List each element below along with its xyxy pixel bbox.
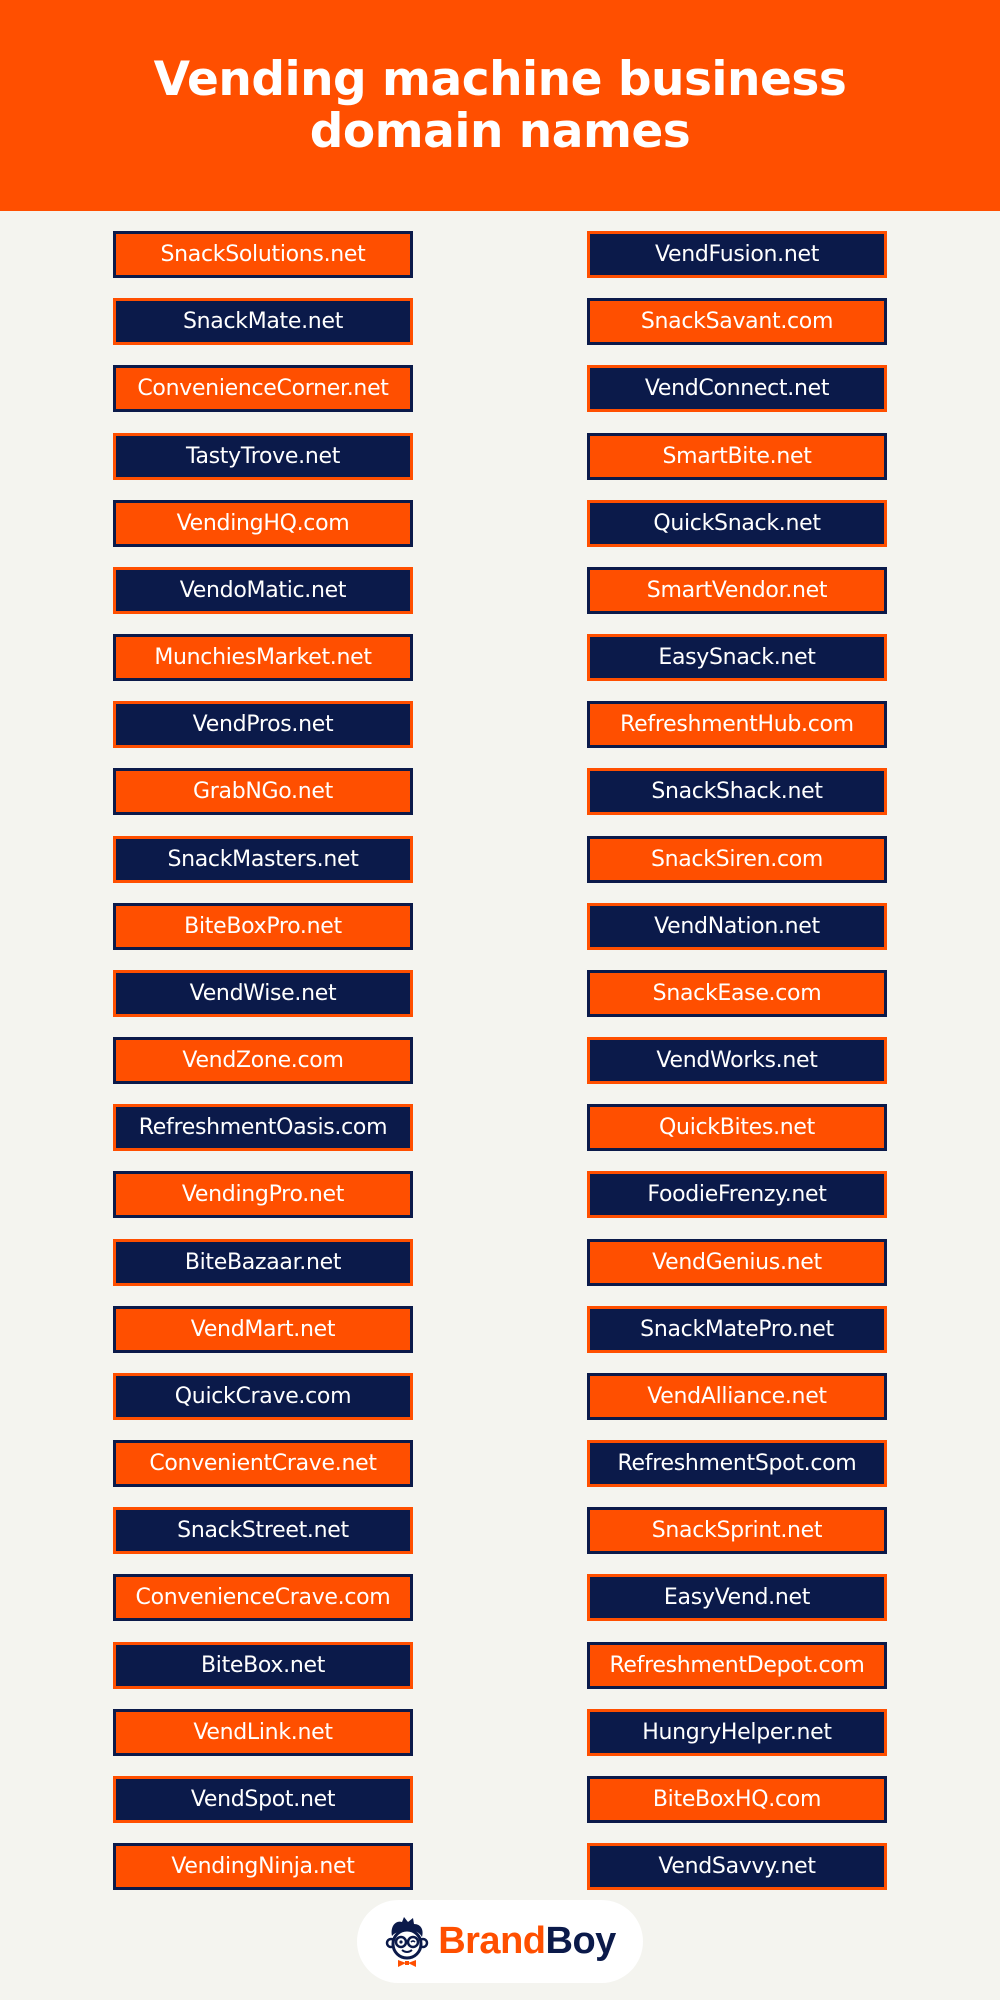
brandboy-logo bbox=[357, 1900, 643, 1983]
domain-chip: VendPros.net bbox=[113, 701, 413, 748]
logo-brand-text: Brand bbox=[438, 1920, 546, 1962]
domain-chip: HungryHelper.net bbox=[587, 1709, 887, 1756]
domain-chip: SnackMasters.net bbox=[113, 836, 413, 883]
domain-chip: SnackSolutions.net bbox=[113, 231, 413, 278]
domain-chip: RefreshmentHub.com bbox=[587, 701, 887, 748]
domain-chip: VendFusion.net bbox=[587, 231, 887, 278]
domain-chip: VendConnect.net bbox=[587, 365, 887, 412]
domain-chip: VendZone.com bbox=[113, 1037, 413, 1084]
domain-chip: VendAlliance.net bbox=[587, 1373, 887, 1420]
domain-chip: ConvenienceCrave.com bbox=[113, 1574, 413, 1621]
domain-chip: EasyVend.net bbox=[587, 1574, 887, 1621]
domain-chip: VendoMatic.net bbox=[113, 567, 413, 614]
domain-chip: SnackMate.net bbox=[113, 298, 413, 345]
domain-chip: VendNation.net bbox=[587, 903, 887, 950]
domain-chip: BiteBoxHQ.com bbox=[587, 1776, 887, 1823]
logo-boy-text: Boy bbox=[545, 1920, 616, 1962]
domain-chip: SnackSiren.com bbox=[587, 836, 887, 883]
domain-chip: QuickSnack.net bbox=[587, 500, 887, 547]
domain-chip: RefreshmentDepot.com bbox=[587, 1642, 887, 1689]
domain-chip: SnackEase.com bbox=[587, 970, 887, 1017]
domain-chip: ConvenienceCorner.net bbox=[113, 365, 413, 412]
domain-chip: RefreshmentOasis.com bbox=[113, 1104, 413, 1151]
domain-chip: RefreshmentSpot.com bbox=[587, 1440, 887, 1487]
domain-chip: SnackShack.net bbox=[587, 768, 887, 815]
domain-chip: VendWorks.net bbox=[587, 1037, 887, 1084]
mascot-icon bbox=[384, 1916, 430, 1968]
domain-chip: SmartBite.net bbox=[587, 433, 887, 480]
domain-chip: SnackSavant.com bbox=[587, 298, 887, 345]
domain-chip: BiteBoxPro.net bbox=[113, 903, 413, 950]
domain-chip: FoodieFrenzy.net bbox=[587, 1171, 887, 1218]
domain-chip: VendWise.net bbox=[113, 970, 413, 1017]
logo-wordmark bbox=[438, 1920, 616, 1963]
domain-chip: MunchiesMarket.net bbox=[113, 634, 413, 681]
domain-chip: BiteBox.net bbox=[113, 1642, 413, 1689]
domain-chip: VendingNinja.net bbox=[113, 1843, 413, 1890]
domain-chip: VendingHQ.com bbox=[113, 500, 413, 547]
domain-chip: SmartVendor.net bbox=[587, 567, 887, 614]
page-title: Vending machine business domain names bbox=[153, 51, 847, 159]
domain-chip: VendSpot.net bbox=[113, 1776, 413, 1823]
domain-chip: VendSavvy.net bbox=[587, 1843, 887, 1890]
domain-chip: ConvenientCrave.net bbox=[113, 1440, 413, 1487]
domain-chip: VendGenius.net bbox=[587, 1239, 887, 1286]
domain-chip: SnackStreet.net bbox=[113, 1507, 413, 1554]
domain-chip: SnackSprint.net bbox=[587, 1507, 887, 1554]
domain-chip: BiteBazaar.net bbox=[113, 1239, 413, 1286]
domain-chip: VendLink.net bbox=[113, 1709, 413, 1756]
domain-chip: GrabNGo.net bbox=[113, 768, 413, 815]
domain-chip: VendMart.net bbox=[113, 1306, 413, 1353]
domain-chip: VendingPro.net bbox=[113, 1171, 413, 1218]
domain-chip: QuickBites.net bbox=[587, 1104, 887, 1151]
domain-chip: EasySnack.net bbox=[587, 634, 887, 681]
domain-chip: SnackMatePro.net bbox=[587, 1306, 887, 1353]
domain-chip: QuickCrave.com bbox=[113, 1373, 413, 1420]
domain-chip: TastyTrove.net bbox=[113, 433, 413, 480]
header-banner bbox=[0, 0, 1000, 211]
